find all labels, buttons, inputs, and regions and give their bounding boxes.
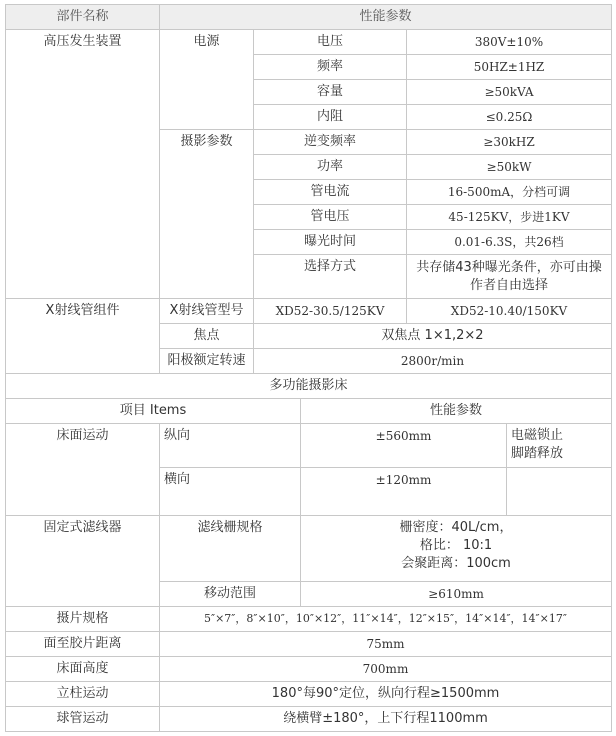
empty-cell xyxy=(507,468,612,516)
param-value: ≤0.25Ω xyxy=(407,105,612,130)
table-row xyxy=(6,657,612,682)
param-value: 50HZ±1HZ xyxy=(407,55,612,80)
header-row xyxy=(6,5,612,30)
col-item: 项目 Items xyxy=(6,399,301,424)
param-value: ≥50kVA xyxy=(407,80,612,105)
param-label: 逆变频率 xyxy=(254,130,407,155)
table-row xyxy=(6,299,612,324)
grid-spec-label: 滤线栅规格 xyxy=(160,516,301,582)
param-label: 内阻 xyxy=(254,105,407,130)
row-value: 5″×7″，8″×10″，10″×12″，11″×14″，12″×15″，14″×14″，14″×17″ xyxy=(160,607,612,632)
grid-name: 固定式滤线器 xyxy=(6,516,160,607)
param-label: 频率 xyxy=(254,55,407,80)
row-label: 面至胶片距离 xyxy=(6,632,160,657)
tube-model-a: XD52-30.5/125KV xyxy=(254,299,407,324)
param-value: 0.01-6.3S，共26档 xyxy=(407,230,612,255)
row-value: 180°每90°定位，纵向行程≥1500mm xyxy=(160,682,612,707)
table-row xyxy=(6,424,612,468)
param-label: 容量 xyxy=(254,80,407,105)
generator-name: 高压发生装置 xyxy=(6,30,160,299)
row-value: 700mm xyxy=(160,657,612,682)
focus-label: 焦点 xyxy=(160,324,254,349)
long-value: ±560mm xyxy=(301,424,507,468)
param-value-multiline xyxy=(407,255,612,299)
table-row xyxy=(6,707,612,732)
param-label: 功率 xyxy=(254,155,407,180)
tube-name: X射线管组件 xyxy=(6,299,160,374)
lock-line-1: 电磁锁止 xyxy=(511,428,564,443)
subheader-row xyxy=(6,399,612,424)
lock-note xyxy=(507,424,612,468)
header-part-name: 部件名称 xyxy=(6,5,160,30)
param-label: 管电压 xyxy=(254,205,407,230)
param-label: 曝光时间 xyxy=(254,230,407,255)
row-label: 球管运动 xyxy=(6,707,160,732)
table-row xyxy=(6,30,612,55)
spec-table xyxy=(5,4,612,732)
row-label: 立柱运动 xyxy=(6,682,160,707)
grid-focus-distance: 会聚距离：100cm xyxy=(401,556,511,571)
speed-label: 阳极额定转速 xyxy=(160,349,254,374)
select-mode-line-1: 共存储43种曝光条件，亦可由操 xyxy=(416,259,602,275)
exposure-label: 摄影参数 xyxy=(160,130,254,299)
table-row xyxy=(6,516,612,582)
row-value: 绕横臂±180°，上下行程1100mm xyxy=(160,707,612,732)
section-title-row xyxy=(6,374,612,399)
row-label: 摄片规格 xyxy=(6,607,160,632)
param-value: 380V±10% xyxy=(407,30,612,55)
trans-label: 横向 xyxy=(160,468,301,516)
trans-value: ±120mm xyxy=(301,468,507,516)
bed-motion-name: 床面运动 xyxy=(6,424,160,516)
long-label: 纵向 xyxy=(160,424,301,468)
param-value: ≥50kW xyxy=(407,155,612,180)
lock-line-2: 脚踏释放 xyxy=(511,446,564,461)
speed-value: 2800r/min xyxy=(254,349,612,374)
section-title: 多功能摄影床 xyxy=(6,374,612,399)
grid-density: 栅密度：40L/cm， xyxy=(399,520,513,535)
grid-ratio: 格比： 10:1 xyxy=(419,538,493,553)
col-perf: 性能参数 xyxy=(301,399,612,424)
focus-value: 双焦点 1×1,2×2 xyxy=(254,324,612,349)
table-row xyxy=(6,607,612,632)
param-label: 管电流 xyxy=(254,180,407,205)
select-mode-line-2: 作者自由选择 xyxy=(469,277,548,293)
grid-spec-value xyxy=(301,516,612,582)
tube-model-label: X射线管型号 xyxy=(160,299,254,324)
param-value: 16-500mA，分档可调 xyxy=(407,180,612,205)
row-label: 床面高度 xyxy=(6,657,160,682)
range-value: ≥610mm xyxy=(301,582,612,607)
row-value: 75mm xyxy=(160,632,612,657)
range-label: 移动范围 xyxy=(160,582,301,607)
table-row xyxy=(6,632,612,657)
param-value: 45-125KV，步进1KV xyxy=(407,205,612,230)
param-label: 电压 xyxy=(254,30,407,55)
power-label: 电源 xyxy=(160,30,254,130)
param-label: 选择方式 xyxy=(254,255,407,299)
table-row xyxy=(6,682,612,707)
param-value: ≥30kHZ xyxy=(407,130,612,155)
header-performance: 性能参数 xyxy=(160,5,612,30)
tube-model-b: XD52-10.40/150KV xyxy=(407,299,612,324)
